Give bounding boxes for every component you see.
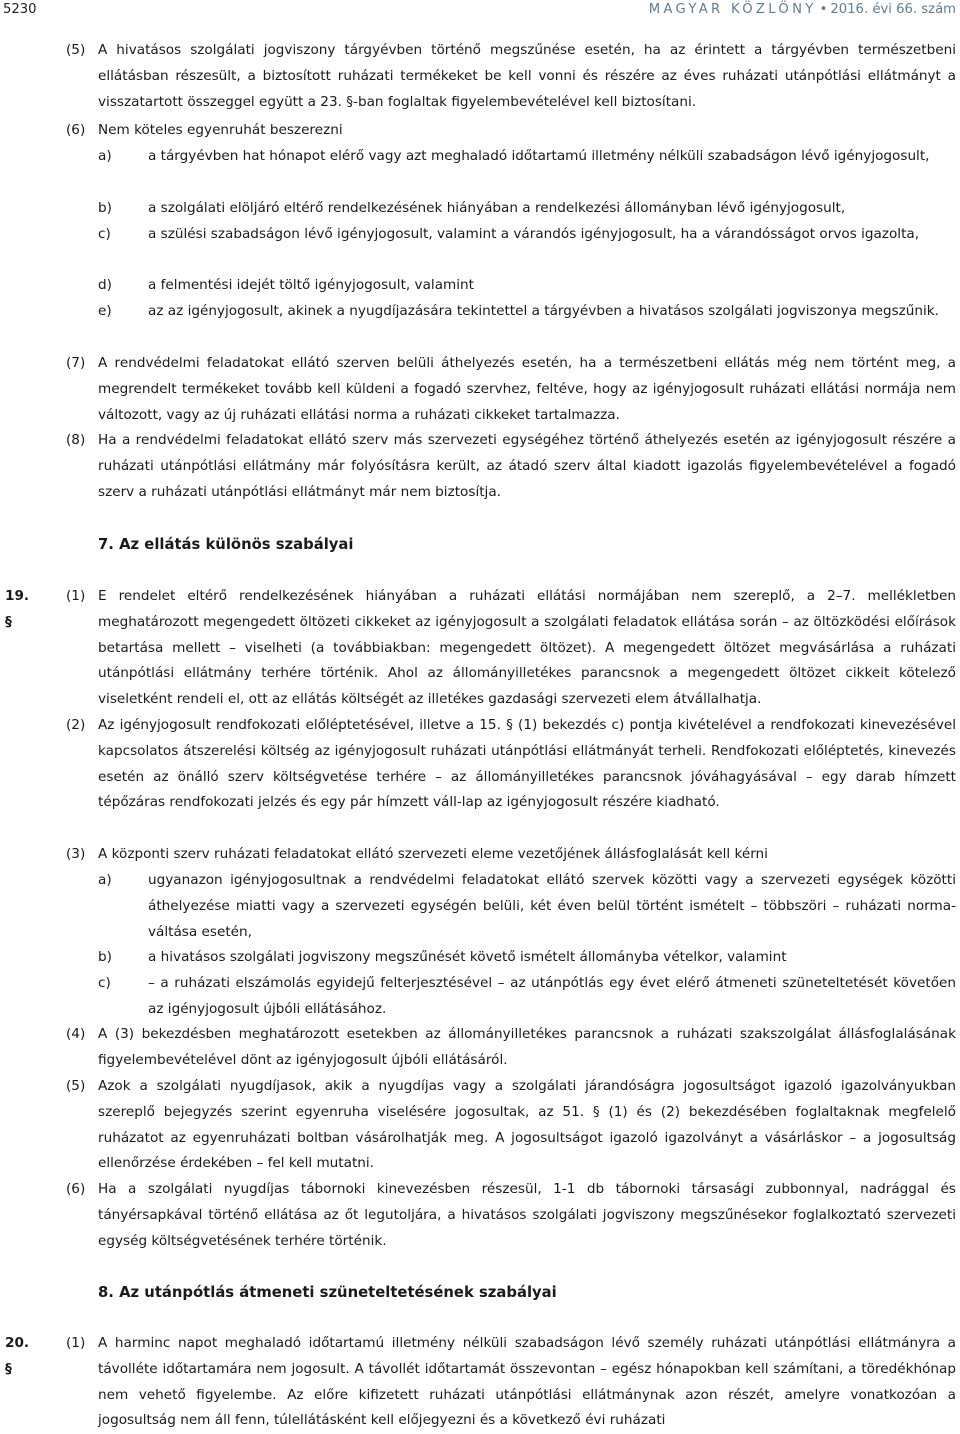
list-item-label: b) bbox=[98, 949, 112, 965]
paragraph-number: (8) bbox=[66, 432, 86, 448]
paragraph-text: A rendvédelmi feladatokat ellátó szerven belüli áthelyezés esetén, ha a természetbeni ellátás még nem történt meg, a megrendelt termékeket tovább kell küldeni a fogadó szervhez, feltéve, hogy az igényjogosult ruházati ellátási normája nem változott, vagy az új ruházati ellátási norma a ruházati cikkeket tartalmazza. bbox=[98, 355, 956, 423]
page-number: 5230 bbox=[3, 2, 37, 17]
list-item-label: a) bbox=[98, 872, 112, 888]
paragraph-number: (1) bbox=[66, 1335, 86, 1351]
paragraph-number: (7) bbox=[66, 355, 86, 371]
paragraph-text: Azok a szolgálati nyugdíjasok, akik a nyugdíjas vagy a szolgálati járandóságra jogosultságot igazoló igazolványukban szereplő bejegyzés szerint egyenruha viselésére jogosultak, az 51. § (1) és (2) bekezdésében foglaltaknak megfelelő ruházatot az egyenruházati boltban vásárolhatják meg. A jogosultságot igazoló igazolványt a vásárláskor – a jogosultság ellenőrzése érdekében – fel kell mutatni. bbox=[98, 1078, 956, 1172]
paragraph-text: E rendelet eltérő rendelkezésének hiányában a ruházati ellátási normájában nem szereplő, a 2–7. mellékletben meghatározott megengedett öltözeti cikkeket az igényjogosult a szolgálati feladatok ellátása során – az öltözködési előírások betartása mellett – viselheti (a továbbiakban: megengedett öltözet). A megengedett öltözet megvásárlása a ruházati utánpótlási ellátmány terhére történik. Ahol az állományilletékes parancsnok a megengedett öltözet cikkeit kötelező viseletként rendeli el, ott az ellátás költségét az illetékes gazdasági szervezeti elem átvállalhatja. bbox=[98, 588, 956, 708]
list-item-text: a tárgyévben hat hónapot elérő vagy azt meghaladó időtartamú illetmény nélküli szabadságon lévő igényjogosult, bbox=[148, 148, 930, 164]
list-item-text: az az igényjogosult, akinek a nyugdíjazására tekintettel a tárgyévben a hivatásos szolgálati jogviszonya megszűnik. bbox=[148, 303, 939, 319]
list-item-label: c) bbox=[98, 226, 111, 242]
list-item-label: e) bbox=[98, 303, 112, 319]
paragraph-number: (3) bbox=[66, 846, 86, 862]
list-item-label: a) bbox=[98, 148, 112, 164]
paragraph-text: Ha a szolgálati nyugdíjas tábornoki kinevezésben részesül, 1-1 db tábornoki társasági zubbonnyal, nadrággal és tányérsapkával történő ellátása az őt legutoljára, a hivatásos szolgálati jogviszony megszűnésekor foglalkoztató szervezeti egység költségvetésének terhére történik. bbox=[98, 1181, 956, 1249]
separator-dot: • bbox=[819, 2, 828, 17]
paragraph-text: A harminc napot meghaladó időtartamú illetmény nélküli szabadságon lévő személy ruházati utánpótlási ellátmányra a távolléte időtartamára nem jogosult. A távollét időtartamát összevontan – egész hónapokban kell számítani, a töredékhónap nem vehető figyelembe. Az előre kifizetett ruházati utánpótlási ellátmánynak azon részét, amelyre vonatkozóan a jogosultság nem áll fenn, túlellátásként kell előjegyezni és a következő évi ruházati bbox=[98, 1335, 956, 1429]
issue-number: 2016. évi 66. szám bbox=[830, 2, 956, 17]
paragraph-number: (6) bbox=[66, 1181, 86, 1197]
paragraph-text: A hivatásos szolgálati jogviszony tárgyévben történő megszűnése esetén, ha az érintett a tárgyévben természetbeni ellátásban részesült, a biztosított ruházati termékeket be kell vonni és részére az éves ruházati utánpótlási ellátmányt a visszatartott összeggel együtt a 23. §-ban foglaltak figyelembevételével kell biztosítani. bbox=[98, 42, 956, 110]
paragraph-text: Az igényjogosult rendfokozati előléptetésével, illetve a 15. § (1) bekezdés c) pontja kivételével a rendfokozati kinevezésével kapcsolatos átszerelési költség az igényjogosult ruházati utánpótlási ellátmányát terheli. Rendfokozati előléptetés, kinevezés esetén az önálló szerv költségvetése terhére – az állományilletékes parancsnok jóváhagyásával – egy darab hímzett tépőzáras rendfokozati jelzés és egy pár hímzett váll-lap az igényjogosult részére kiadható. bbox=[98, 717, 956, 811]
list-item-label: b) bbox=[98, 200, 112, 216]
list-item-text: a felmentési idejét töltő igényjogosult, valamint bbox=[148, 277, 474, 293]
publication-info bbox=[649, 1, 956, 19]
list-item-text: – a ruházati elszámolás egyidejű felterjesztésével – az utánpótlás egy évet elérő átmeneti szüneteltetését követően az igényjogosult újbóli ellátásához. bbox=[148, 975, 956, 1017]
paragraph-text: Ha a rendvédelmi feladatokat ellátó szerv más szervezeti egységéhez történő áthelyezés esetén az igényjogosult részére a ruházati utánpótlási ellátmány már folyósításra került, az átadó szerv által kiadott igazolás figyelembevételével a fogadó szerv a ruházati utánpótlási ellátmányt már nem biztosítja. bbox=[98, 432, 956, 500]
paragraph-text: Nem köteles egyenruhát beszerezni bbox=[98, 122, 343, 138]
list-item-label: d) bbox=[98, 277, 112, 293]
paragraph-number: (4) bbox=[66, 1026, 86, 1042]
list-item-label: c) bbox=[98, 975, 111, 991]
section-heading: 7. Az ellátás különös szabályai bbox=[98, 536, 354, 553]
list-item-text: a hivatásos szolgálati jogviszony megszűnését követő ismételt állományba vételkor, valamint bbox=[148, 949, 787, 965]
paragraph-number: (5) bbox=[66, 1078, 86, 1094]
list-item-text: a szolgálati elöljáró eltérő rendelkezésének hiányában a rendelkezési állományban lévő igényjogosult, bbox=[148, 200, 846, 216]
paragraph-number: (6) bbox=[66, 122, 86, 138]
paragraph-text: A központi szerv ruházati feladatokat ellátó szervezeti eleme vezetőjének állásfoglalását kell kérni bbox=[98, 846, 768, 862]
paragraph-number: (5) bbox=[66, 42, 86, 58]
paragraph-text: A (3) bekezdésben meghatározott esetekben az állományilletékes parancsnok a ruházati szakszolgálat állásfoglalásának figyelembevételével dönt az igényjogosult újbóli ellátásáról. bbox=[98, 1026, 956, 1068]
page-header bbox=[0, 0, 960, 20]
section-number: 19. § bbox=[5, 588, 30, 630]
paragraph-number: (2) bbox=[66, 717, 86, 733]
publication-name: MAGYAR KÖZLÖNY bbox=[648, 2, 817, 17]
section-heading: 8. Az utánpótlás átmeneti szüneteltetésének szabályai bbox=[98, 1284, 557, 1301]
list-item-text: ugyanazon igényjogosultnak a rendvédelmi feladatokat ellátó szervek közötti vagy a szervezeti egységek közötti áthelyezése miatti vagy a szervezeti egységén belüli, két éven belül történt ismételt – többszöri – ruházati norma-váltása esetén, bbox=[148, 872, 956, 940]
list-item-text: a szülési szabadságon lévő igényjogosult, valamint a várandós igényjogosult, ha a várandósságot orvos igazolta, bbox=[148, 226, 920, 242]
section-number: 20. § bbox=[5, 1335, 30, 1377]
paragraph-number: (1) bbox=[66, 588, 86, 604]
